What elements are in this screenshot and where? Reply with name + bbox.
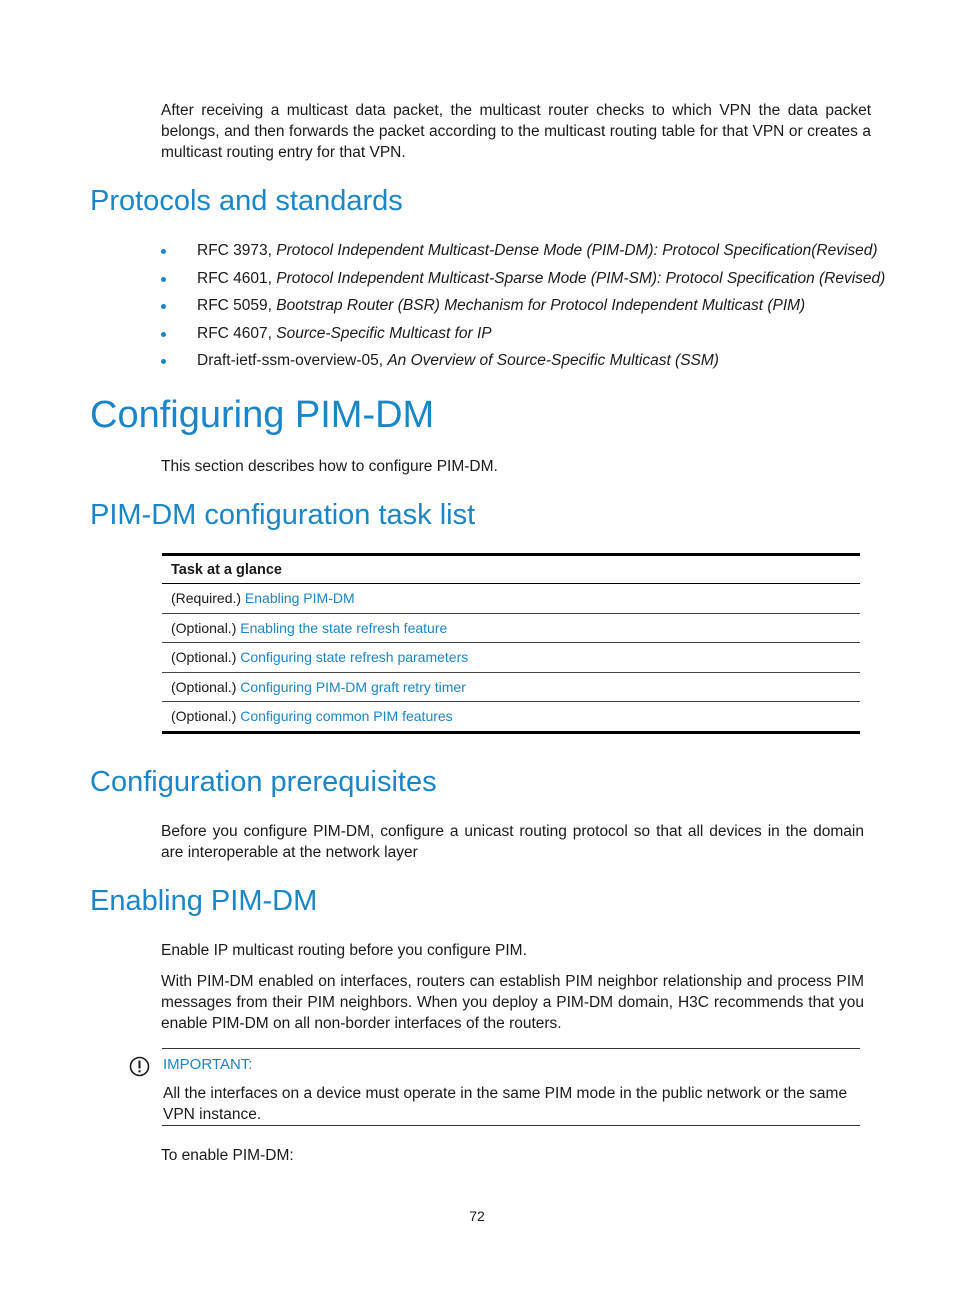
task-link-state-refresh-params[interactable]: Configuring state refresh parameters bbox=[240, 649, 469, 666]
task-link-enabling-pim-dm[interactable]: Enabling PIM-DM bbox=[244, 590, 355, 607]
table-row bbox=[162, 672, 860, 702]
bullet-icon bbox=[161, 359, 166, 364]
table-cell bbox=[162, 584, 860, 614]
list-item bbox=[161, 268, 886, 296]
prerequisites-heading: Configuration prerequisites bbox=[90, 766, 437, 798]
task-table-header: Task at a glance bbox=[162, 555, 860, 584]
rfc-prefix: RFC 4607, bbox=[197, 324, 277, 342]
rfc-prefix: RFC 5059, bbox=[197, 297, 277, 314]
table-cell bbox=[162, 702, 860, 733]
list-item bbox=[161, 240, 881, 268]
table-cell bbox=[162, 672, 860, 702]
enabling-para-2: With PIM-DM enabled on interfaces, routers can establish PIM neighbor relationship and process PIM messages from their PIM neighbors. When you deploy a PIM-DM domain, H3C recommends that you enable PIM-DM on all non-border interfaces of the routers. bbox=[161, 973, 864, 1032]
task-tag: (Optional.) bbox=[171, 678, 241, 695]
rfc-title: Protocol Independent Multicast-Sparse Mode (PIM-SM): Protocol Specification (Revised) bbox=[276, 269, 886, 287]
important-top-rule bbox=[162, 1048, 860, 1049]
rfc-title: Protocol Independent Multicast-Dense Mode (PIM-DM): Protocol Specification(Revised) bbox=[276, 242, 878, 259]
task-tag: (Optional.) bbox=[171, 649, 241, 666]
draft-prefix: Draft-ietf-ssm-overview-05, bbox=[197, 352, 388, 369]
bullet-icon bbox=[161, 332, 166, 337]
task-tag: (Optional.) bbox=[171, 708, 241, 725]
list-item bbox=[161, 350, 881, 378]
page-number: 72 bbox=[469, 1208, 485, 1224]
protocols-heading: Protocols and standards bbox=[90, 185, 403, 217]
table-row bbox=[162, 584, 860, 614]
bullet-icon bbox=[161, 249, 166, 254]
important-label: IMPORTANT: bbox=[163, 1056, 253, 1073]
enabling-para-1: Enable IP multicast routing before you configure PIM. bbox=[161, 942, 527, 959]
task-link-common-pim-features[interactable]: Configuring common PIM features bbox=[240, 708, 453, 725]
list-item bbox=[161, 323, 881, 351]
intro-paragraph: After receiving a multicast data packet, the multicast router checks to which VPN the data packet belongs, and then forwards the packet according to the multicast routing table for that VPN or creates a multicast routing entry for that VPN. bbox=[161, 102, 871, 161]
task-link-graft-retry-timer[interactable]: Configuring PIM-DM graft retry timer bbox=[240, 678, 466, 695]
exclamation-circle-icon bbox=[129, 1056, 150, 1077]
to-enable-text: To enable PIM-DM: bbox=[161, 1147, 294, 1164]
enabling-heading: Enabling PIM-DM bbox=[90, 885, 318, 917]
rfc-prefix: RFC 3973, bbox=[197, 242, 277, 259]
draft-title: An Overview of Source-Specific Multicast (SSM) bbox=[387, 352, 719, 369]
task-link-state-refresh[interactable]: Enabling the state refresh feature bbox=[240, 619, 448, 636]
prerequisites-text: Before you configure PIM-DM, configure a unicast routing protocol so that all devices in the domain are interoperable at the network layer bbox=[161, 823, 864, 861]
configuring-heading: Configuring PIM-DM bbox=[90, 394, 435, 436]
task-table bbox=[162, 553, 860, 734]
table-cell bbox=[162, 643, 860, 673]
task-list-heading: PIM-DM configuration task list bbox=[90, 499, 476, 531]
table-row bbox=[162, 702, 860, 733]
task-tag: (Required.) bbox=[171, 590, 245, 607]
rfc-title: Bootstrap Router (BSR) Mechanism for Protocol Independent Multicast (PIM) bbox=[276, 297, 806, 314]
configuring-description: This section describes how to configure PIM-DM. bbox=[161, 458, 498, 475]
rfc-prefix: RFC 4601, bbox=[197, 269, 277, 287]
important-text: All the interfaces on a device must operate in the same PIM mode in the public network or the same VPN instance. bbox=[163, 1085, 848, 1123]
important-bottom-rule bbox=[162, 1125, 860, 1126]
task-tag: (Optional.) bbox=[171, 619, 241, 636]
bullet-icon bbox=[161, 277, 166, 282]
list-item bbox=[161, 295, 881, 323]
table-cell bbox=[162, 613, 860, 643]
table-row bbox=[162, 613, 860, 643]
protocols-list bbox=[161, 240, 886, 378]
rfc-title: Source-Specific Multicast for IP bbox=[276, 324, 492, 342]
bullet-icon bbox=[161, 304, 166, 309]
table-row bbox=[162, 643, 860, 673]
